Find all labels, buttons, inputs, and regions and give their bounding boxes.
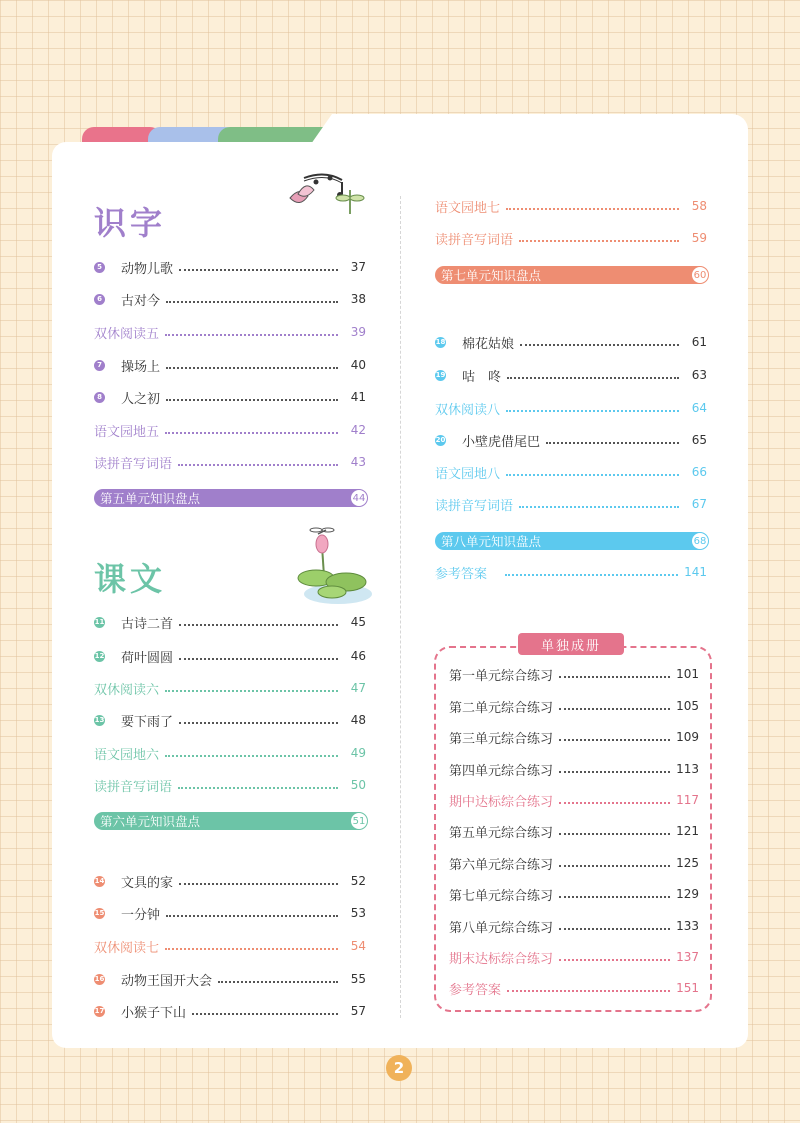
booklet-row[interactable] [449,947,699,967]
toc-page-number: 58 [691,199,707,213]
leader-dots [166,398,338,401]
toc-row[interactable] [94,420,366,440]
leader-dots [179,623,338,626]
booklet-label: 第二单元综合练习 [449,700,554,716]
section-title-shizi: 识字 [94,204,167,242]
toc-row[interactable] [94,903,366,923]
toc-row[interactable] [94,322,366,342]
lesson-number-badge: 15 [94,909,105,917]
toc-page-number: 49 [350,746,366,760]
leader-dots [506,473,679,476]
review-label: 第六单元知识盘点 [100,814,201,829]
booklet-page-number: 101 [676,667,699,681]
leader-dots [559,738,670,741]
leader-dots [179,657,338,660]
booklet-row[interactable] [449,727,699,747]
toc-page-number: 48 [350,713,366,727]
leader-dots [546,441,679,444]
toc-page-number: 43 [350,455,366,469]
leader-dots [507,989,670,992]
leader-dots [519,505,679,508]
leader-dots [519,239,679,242]
review-pill-unit5[interactable] [94,489,368,507]
booklet-row[interactable] [449,759,699,779]
review-label: 第五单元知识盘点 [100,491,201,506]
toc-page-number: 53 [350,906,366,920]
toc-page-number: 59 [691,231,707,245]
booklet-page-number: 117 [676,793,699,807]
toc-page-number: 46 [350,649,366,663]
toc-row[interactable] [94,871,366,891]
toc-page-number: 64 [691,401,707,415]
toc-row[interactable] [435,228,707,248]
toc-page-number: 50 [350,778,366,792]
booklet-label: 第五单元综合练习 [449,825,554,841]
toc-page-number: 54 [350,939,366,953]
toc-page-number: 38 [350,292,366,306]
toc-page-number: 39 [350,325,366,339]
toc-label: 读拼音写词语 [435,232,514,248]
review-pill-unit6[interactable] [94,812,368,830]
toc-page-number: 55 [350,972,366,986]
booklet-label: 第三单元综合练习 [449,731,554,747]
review-page: 44 [351,490,367,506]
toc-row[interactable] [435,365,707,385]
leader-dots [179,882,338,885]
toc-label: 棉花姑娘 [462,336,515,352]
leader-dots [179,721,338,724]
leader-dots [165,947,338,950]
toc-page-number: 47 [350,681,366,695]
toc-page-number: 66 [691,465,707,479]
toc-page-number: 63 [691,368,707,382]
leader-dots [165,333,338,336]
toc-row[interactable] [94,743,366,763]
toc-label: 动物儿歌 [121,261,174,277]
lesson-number-badge: 13 [94,716,105,724]
toc-row[interactable] [94,710,366,730]
lesson-number-badge: 17 [94,1007,105,1015]
butterfly-music-dragonfly-icon [280,168,370,218]
lesson-number-badge: 5 [94,262,105,273]
booklet-row[interactable] [449,978,699,998]
toc-label: 古诗二首 [121,616,174,632]
leader-dots [559,832,670,835]
toc-label: 要下雨了 [121,714,174,730]
toc-label: 双休阅读七 [94,940,160,956]
toc-row[interactable] [94,775,366,795]
toc-label: 人之初 [121,391,161,407]
leader-dots [559,770,670,773]
toc-row[interactable] [435,398,707,418]
booklet-title: 单独成册 [518,633,624,655]
booklet-row[interactable] [449,664,699,684]
lesson-number-badge: 19 [435,371,446,379]
toc-row[interactable] [94,289,366,309]
leader-dots [506,409,679,412]
toc-label: 语文园地五 [94,424,160,440]
toc-page-number: 61 [691,335,707,349]
booklet-row[interactable] [449,696,699,716]
toc-label: 文具的家 [121,875,174,891]
leader-dots [178,786,338,789]
toc-label: 语文园地七 [435,200,501,216]
lesson-number-badge: 7 [94,360,105,371]
toc-label: 操场上 [121,359,161,375]
lesson-number-badge: 16 [94,975,105,983]
leader-dots [166,914,338,917]
review-pill-unit7[interactable] [435,266,709,284]
toc-label: 一分钟 [121,907,161,923]
review-label: 第七单元知识盘点 [441,268,542,283]
booklet-page-number: 105 [676,699,699,713]
leader-dots [179,268,338,271]
answers-page: 141 [684,565,707,579]
booklet-label: 期末达标综合练习 [449,951,554,967]
lesson-number-badge: 12 [94,652,105,660]
toc-row[interactable] [94,1001,366,1021]
toc-label: 古对今 [121,293,161,309]
toc-label: 读拼音写词语 [435,498,514,514]
leader-dots [559,801,670,804]
booklet-label: 期中达标综合练习 [449,794,554,810]
toc-label: 语文园地六 [94,747,160,763]
review-page: 51 [351,813,367,829]
booklet-label: 参考答案 [449,982,502,998]
booklet-row[interactable] [449,916,699,936]
leader-dots [166,366,338,369]
toc-row[interactable] [94,452,366,472]
answers-label: 参考答案 [435,566,488,582]
booklet-label: 第六单元综合练习 [449,857,554,873]
lesson-number-badge: 20 [435,436,446,444]
leader-dots [507,376,679,379]
leader-dots [559,707,670,710]
column-divider [400,196,401,1018]
booklet-label: 第四单元综合练习 [449,763,554,779]
booklet-page-number: 133 [676,919,699,933]
toc-label: 小壁虎借尾巴 [462,434,541,450]
toc-row[interactable] [435,430,707,450]
toc-row[interactable] [94,612,366,632]
booklet-row[interactable] [449,853,699,873]
toc-row[interactable] [435,462,707,482]
booklet-page-number: 121 [676,824,699,838]
toc-row[interactable] [94,969,366,989]
toc-page-number: 40 [350,358,366,372]
leader-dots [559,864,670,867]
booklet-label: 第七单元综合练习 [449,888,554,904]
leader-dots [192,1012,338,1015]
toc-page-number: 42 [350,423,366,437]
toc-label: 双休阅读八 [435,402,501,418]
leader-dots [559,895,670,898]
lesson-number-badge: 18 [435,338,446,346]
booklet-page-number: 137 [676,950,699,964]
toc-row[interactable] [94,387,366,407]
booklet-page-number: 113 [676,762,699,776]
lesson-number-badge: 6 [94,294,105,305]
leader-dots [559,927,670,930]
leader-dots [165,754,338,757]
toc-page-number: 52 [350,874,366,888]
toc-label: 咕 咚 [462,369,502,385]
leader-dots [165,431,338,434]
leader-dots [520,343,679,346]
leader-dots [218,980,338,983]
toc-label: 语文园地八 [435,466,501,482]
leader-dots [506,207,679,210]
toc-label: 读拼音写词语 [94,779,173,795]
booklet-page-number: 125 [676,856,699,870]
toc-label: 读拼音写词语 [94,456,173,472]
booklet-row[interactable] [449,790,699,810]
toc-row[interactable] [435,332,707,352]
booklet-row[interactable] [449,884,699,904]
review-page: 68 [692,533,708,549]
toc-page-number: 65 [691,433,707,447]
toc-label: 荷叶圆圆 [121,650,174,666]
toc-page-number: 57 [350,1004,366,1018]
booklet-page-number: 109 [676,730,699,744]
booklet-label: 第八单元综合练习 [449,920,554,936]
toc-row[interactable] [94,936,366,956]
answers-row[interactable] [435,562,707,582]
toc-label: 双休阅读六 [94,682,160,698]
booklet-row[interactable] [449,821,699,841]
leader-dots [559,958,670,961]
toc-row[interactable] [94,355,366,375]
toc-page-number: 37 [350,260,366,274]
toc-row[interactable] [435,494,707,514]
booklet-page-number: 151 [676,981,699,995]
lesson-number-badge: 14 [94,877,105,885]
toc-page-number: 67 [691,497,707,511]
lotus-leaf-dragonfly-icon [292,526,376,608]
toc-row[interactable] [94,646,366,666]
page-number: 2 [386,1055,412,1081]
lesson-number-badge: 11 [94,618,105,626]
lesson-number-badge: 8 [94,392,105,403]
toc-label: 动物王国开大会 [121,973,213,989]
toc-label: 双休阅读五 [94,326,160,342]
review-pill-unit8[interactable] [435,532,709,550]
toc-page-number: 45 [350,615,366,629]
toc-row[interactable] [94,257,366,277]
leader-dots [505,573,678,576]
toc-row[interactable] [94,678,366,698]
leader-dots [178,463,338,466]
review-label: 第八单元知识盘点 [441,534,542,549]
leader-dots [559,675,670,678]
booklet-page-number: 129 [676,887,699,901]
leader-dots [165,689,338,692]
review-page: 60 [692,267,708,283]
section-title-kewen: 课文 [94,560,167,598]
leader-dots [166,300,338,303]
toc-label: 小猴子下山 [121,1005,187,1021]
toc-row[interactable] [435,196,707,216]
toc-page-number: 41 [350,390,366,404]
booklet-label: 第一单元综合练习 [449,668,554,684]
